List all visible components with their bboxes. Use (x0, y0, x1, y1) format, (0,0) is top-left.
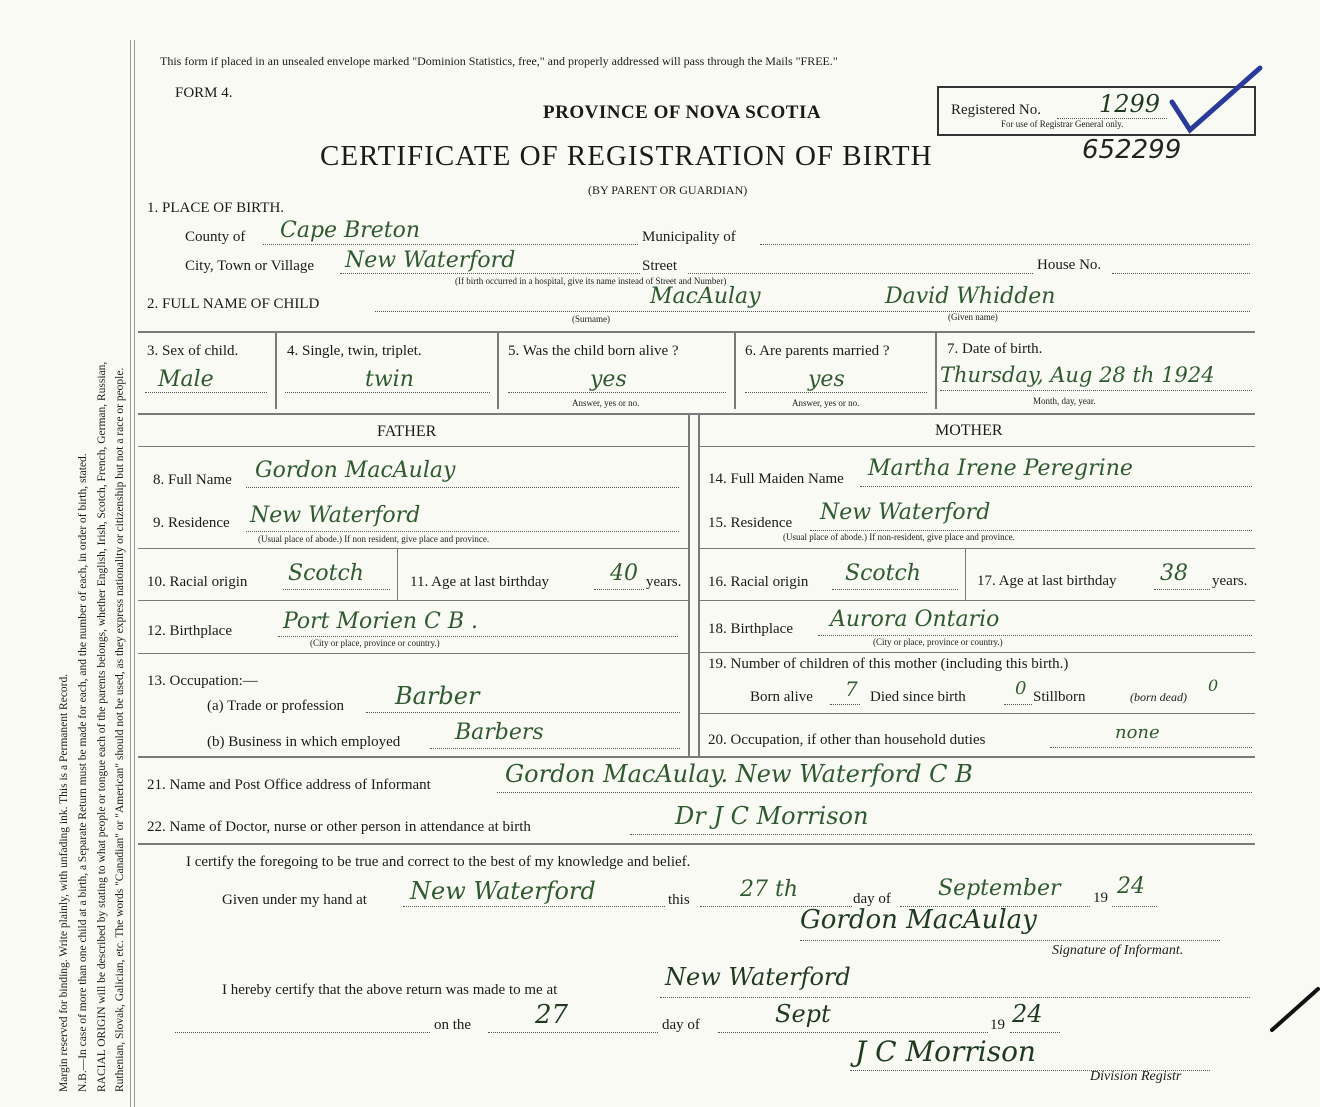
given-place-value: New Waterford (410, 877, 596, 905)
county-label: County of (185, 229, 246, 245)
certify-year-prefix: 19 (1093, 890, 1108, 906)
father-occupation-label: 13. Occupation:— (147, 673, 258, 689)
father-birthplace-label: 12. Birthplace (147, 623, 232, 639)
mother-birthplace-value: Aurora Ontario (830, 607, 1000, 632)
certify-day-of: day of (853, 891, 891, 907)
father-residence-caption: (Usual place of abode.) If non resident, give place and province. (258, 534, 490, 544)
child-surname: MacAulay (650, 284, 761, 309)
father-trade-label: (a) Trade or profession (207, 698, 345, 714)
mother-racial-value: Scotch (845, 561, 921, 586)
registrar-month-value: Sept (775, 1000, 831, 1028)
certify-day-value: 27 th (740, 877, 798, 902)
father-birthplace-caption: (City or place, province or country.) (310, 638, 440, 648)
certify-this: this (668, 892, 690, 908)
mother-age-label: 17. Age at last birthday (977, 573, 1117, 589)
dob-caption: Month, day, year. (1033, 396, 1096, 406)
mother-heading: MOTHER (935, 422, 1003, 439)
father-age-unit: years. (646, 574, 682, 590)
registrar-year-value: 24 (1012, 1000, 1043, 1028)
binding-margin (0, 0, 135, 1107)
given-caption: (Given name) (948, 312, 998, 322)
father-age-value: 40 (610, 561, 638, 586)
house-label: House No. (1037, 257, 1102, 273)
mother-name-label: 14. Full Maiden Name (708, 471, 844, 487)
mother-residence-value: New Waterford (820, 500, 991, 525)
child-name-label: 2. FULL NAME OF CHILD (147, 296, 320, 312)
municipality-label: Municipality of (642, 229, 736, 245)
mother-age-unit: years. (1212, 573, 1248, 589)
street-label: Street (642, 258, 677, 274)
city-label: City, Town or Village (185, 258, 315, 274)
informant-signature: Gordon MacAulay (800, 905, 1037, 935)
margin-rule (130, 40, 131, 1107)
mail-notice: This form if placed in an unsealed envelope marked "Dominion Statistics, free," and properly addressed will pass through the Mails "FREE." (160, 54, 838, 68)
registrar-note: For use of Registrar General only. (1001, 119, 1124, 129)
registrar-caption: Division Registr (1090, 1069, 1182, 1084)
mother-occupation-value: none (1115, 722, 1160, 743)
margin-note-3: RACIAL ORIGIN will be described by stating to what people or tongue each of the parents belongs, whether English, Irish, Scotch, French, German, Russian, (96, 361, 108, 1092)
pen-mark-icon (1270, 985, 1320, 1035)
registrar-signature: J C Morrison (855, 1035, 1036, 1068)
children-count-label: 19. Number of children of this mother (including this birth.) (708, 656, 1069, 672)
born-alive-count-label: Born alive (750, 689, 813, 705)
registrar-day-value: 27 (535, 1000, 569, 1030)
born-alive-count-value: 7 (845, 677, 858, 701)
registered-number: 1299 (1099, 90, 1161, 118)
registrar-on-the: on the (434, 1017, 472, 1033)
registrar-place-value: New Waterford (665, 963, 851, 991)
father-business-label: (b) Business in which employed (207, 734, 401, 750)
registrar-statement: I hereby certify that the above return was made to me at (222, 982, 558, 998)
born-alive-value: yes (590, 367, 627, 392)
mother-racial-label: 16. Racial origin (708, 574, 809, 590)
checkmark-icon (1168, 62, 1268, 142)
mother-birthplace-label: 18. Birthplace (708, 621, 793, 637)
mother-residence-caption: (Usual place of abode.) If non-resident, give place and province. (783, 532, 1015, 542)
married-value: yes (808, 367, 845, 392)
registered-label: Registered No. (951, 102, 1041, 118)
certify-month-value: September (938, 876, 1061, 901)
child-given-name: David Whidden (885, 284, 1056, 309)
mother-residence-label: 15. Residence (708, 515, 793, 531)
married-caption: Answer, yes or no. (792, 398, 860, 408)
certify-year-value: 24 (1117, 874, 1145, 899)
father-heading: FATHER (377, 423, 437, 440)
born-alive-caption: Answer, yes or no. (572, 398, 640, 408)
dob-label: 7. Date of birth. (947, 341, 1043, 357)
father-racial-label: 10. Racial origin (147, 574, 248, 590)
surname-caption: (Surname) (572, 314, 610, 324)
father-business-value: Barbers (455, 720, 544, 745)
margin-rule-2 (134, 40, 135, 1107)
stillborn-note: (born dead) (1130, 690, 1187, 704)
multiplicity-label: 4. Single, twin, triplet. (287, 343, 422, 359)
sex-value: Male (158, 367, 214, 392)
margin-note-4: Ruthenian, Slovak, Galician, etc. The words "Canadian" or "American" should not be used, as they express nationality or citizenship but not a race or people. (114, 367, 126, 1092)
dob-value: Thursday, Aug 28 th 1924 (940, 363, 1215, 387)
county-value: Cape Breton (280, 218, 421, 243)
place-heading: 1. PLACE OF BIRTH. (147, 200, 285, 216)
stillborn-label: Stillborn (1033, 689, 1086, 705)
died-label: Died since birth (870, 689, 966, 705)
certify-statement: I certify the foregoing to be true and correct to the best of my knowledge and belief. (186, 854, 691, 870)
form-number: FORM 4. (175, 85, 233, 101)
father-age-label: 11. Age at last birthday (410, 574, 549, 590)
margin-note-1: Margin reserved for binding. Write plainly, with unfading ink. This is a Permanent Record. (58, 673, 70, 1092)
sex-label: 3. Sex of child. (147, 343, 239, 359)
father-birthplace-value: Port Morien C B . (283, 609, 478, 634)
born-alive-label: 5. Was the child born alive ? (508, 343, 679, 359)
mother-age-value: 38 (1160, 561, 1188, 586)
married-label: 6. Are parents married ? (745, 343, 890, 359)
hospital-note: (If birth occurred in a hospital, give its name instead of Street and Number) (455, 276, 727, 286)
doctor-label: 22. Name of Doctor, nurse or other person in attendance at birth (147, 819, 531, 835)
father-residence-label: 9. Residence (153, 515, 230, 531)
given-under-label: Given under my hand at (222, 892, 367, 908)
informant-label: 21. Name and Post Office address of Informant (147, 777, 431, 793)
margin-note-2: N.B.—In case of more than one child at a birth, a Separate Return must be made for each, and the number of each, in order of birth, stated. (77, 453, 89, 1092)
stillborn-value: 0 (1208, 676, 1219, 695)
mother-birthplace-caption: (City or place, province or country.) (873, 637, 1003, 647)
page-subtitle: (BY PARENT OR GUARDIAN) (588, 183, 748, 197)
multiplicity-value: twin (365, 367, 414, 392)
stamp-number: 652299 (1082, 135, 1182, 165)
registrar-day-of: day of (662, 1017, 700, 1033)
mother-name-value: Martha Irene Peregrine (868, 456, 1133, 481)
died-value: 0 (1015, 678, 1027, 699)
father-name-label: 8. Full Name (153, 472, 232, 488)
informant-value: Gordon MacAulay. New Waterford C B (505, 760, 973, 788)
father-residence-value: New Waterford (250, 503, 421, 528)
registrar-year-prefix: 19 (990, 1017, 1005, 1033)
province-heading: PROVINCE OF NOVA SCOTIA (543, 102, 822, 123)
signature-caption: Signature of Informant. (1052, 943, 1184, 958)
doctor-value: Dr J C Morrison (675, 802, 869, 830)
city-value: New Waterford (345, 248, 516, 273)
page-title: CERTIFICATE OF REGISTRATION OF BIRTH (320, 140, 933, 172)
mother-occupation-label: 20. Occupation, if other than household duties (708, 732, 986, 748)
father-trade-value: Barber (395, 682, 480, 710)
father-name-value: Gordon MacAulay (255, 458, 456, 483)
father-racial-value: Scotch (288, 561, 364, 586)
